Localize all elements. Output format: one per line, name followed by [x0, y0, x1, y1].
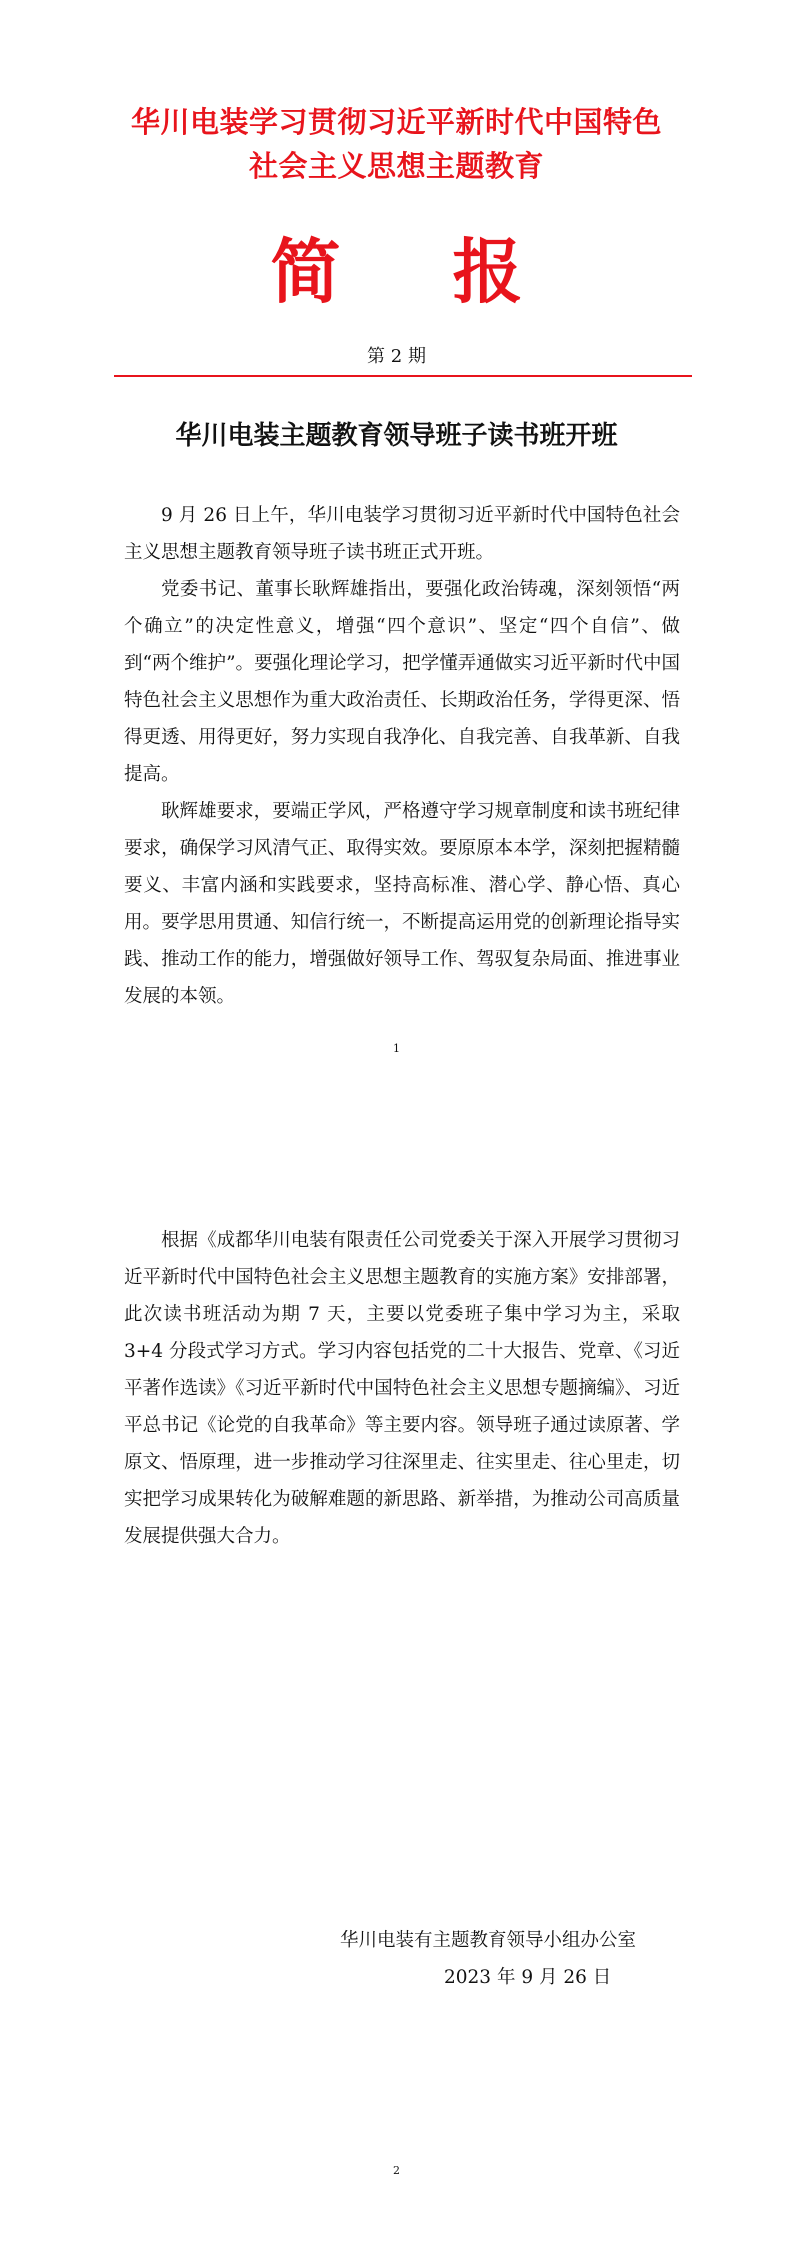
header-title-line-2: 社会主义思想主题教育 — [248, 149, 544, 183]
red-divider-rule — [114, 375, 692, 377]
signature-organization: 华川电装有主题教育领导小组办公室 — [340, 1930, 637, 1951]
masthead-char-2: 报 — [452, 230, 523, 313]
signature-block — [340, 1922, 680, 1996]
masthead-char-1: 简 — [270, 230, 341, 313]
header-title-line-1: 华川电装学习贯彻习近平新时代中国特色 — [130, 105, 662, 139]
signature-date: 2023 年 9 月 26 日 — [444, 1967, 612, 1988]
page-2 — [0, 1122, 793, 2244]
paragraph: 耿辉雄要求，要端正学风，严格遵守学习规章制度和读书班纪律要求，确保学习风清气正、取得实效。要原原本本学，深刻把握精髓要义、丰富内涵和实践要求，坚持高标准、潜心学、静心悟、真心用。要学思用贯通、知信行统一，不断提高运用党的创新理论指导实践、推动工作的能力，增强做好领导工作、驾驭复杂局面、推进事业发展的本领。 — [124, 801, 680, 1007]
issue-number: 第 2 期 — [367, 346, 426, 367]
paragraph: 9 月 26 日上午，华川电装学习贯彻习近平新时代中国特色社会主义思想主题教育领导班子读书班正式开班。 — [124, 505, 680, 563]
article-body-page-1 — [124, 497, 680, 1015]
page-number-1: 1 — [393, 1042, 400, 1055]
paragraph: 党委书记、董事长耿辉雄指出，要强化政治铸魂，深刻领悟“两个确立”的决定性意义，增强“四个意识”、坚定“四个自信”、做到“两个维护”。要强化理论学习，把学懂弄通做实习近平新时代中国特色社会主义思想作为重大政治责任、长期政治任务，学得更深、悟得更透、用得更好，努力实现自我净化、自我完善、自我革新、自我提高。 — [124, 579, 680, 785]
bulletin-masthead — [100, 232, 693, 312]
bulletin-header-title — [100, 100, 693, 188]
article-body-page-2 — [124, 1222, 680, 1555]
article-title: 华川电装主题教育领导班子读书班开班 — [175, 421, 618, 451]
paragraph: 根据《成都华川电装有限责任公司党委关于深入开展学习贯彻习近平新时代中国特色社会主义思想主题教育的实施方案》安排部署，此次读书班活动为期 7 天，主要以党委班子集中学习为主，采取 3+4 分段式学习方式。学习内容包括党的二十大报告、党章、《习近平著作选读》《习近平新时代中国特色社会主义思想专题摘编》、习近平总书记《论党的自我革命》等主要内容。领导班子通过读原著、学原文、悟原理，进一步推动学习往深里走、往实里走、往心里走，切实把学习成果转化为破解难题的新思路、新举措，为推动公司高质量发展提供强大合力。 — [124, 1230, 680, 1547]
page-number-2: 2 — [393, 2164, 400, 2177]
